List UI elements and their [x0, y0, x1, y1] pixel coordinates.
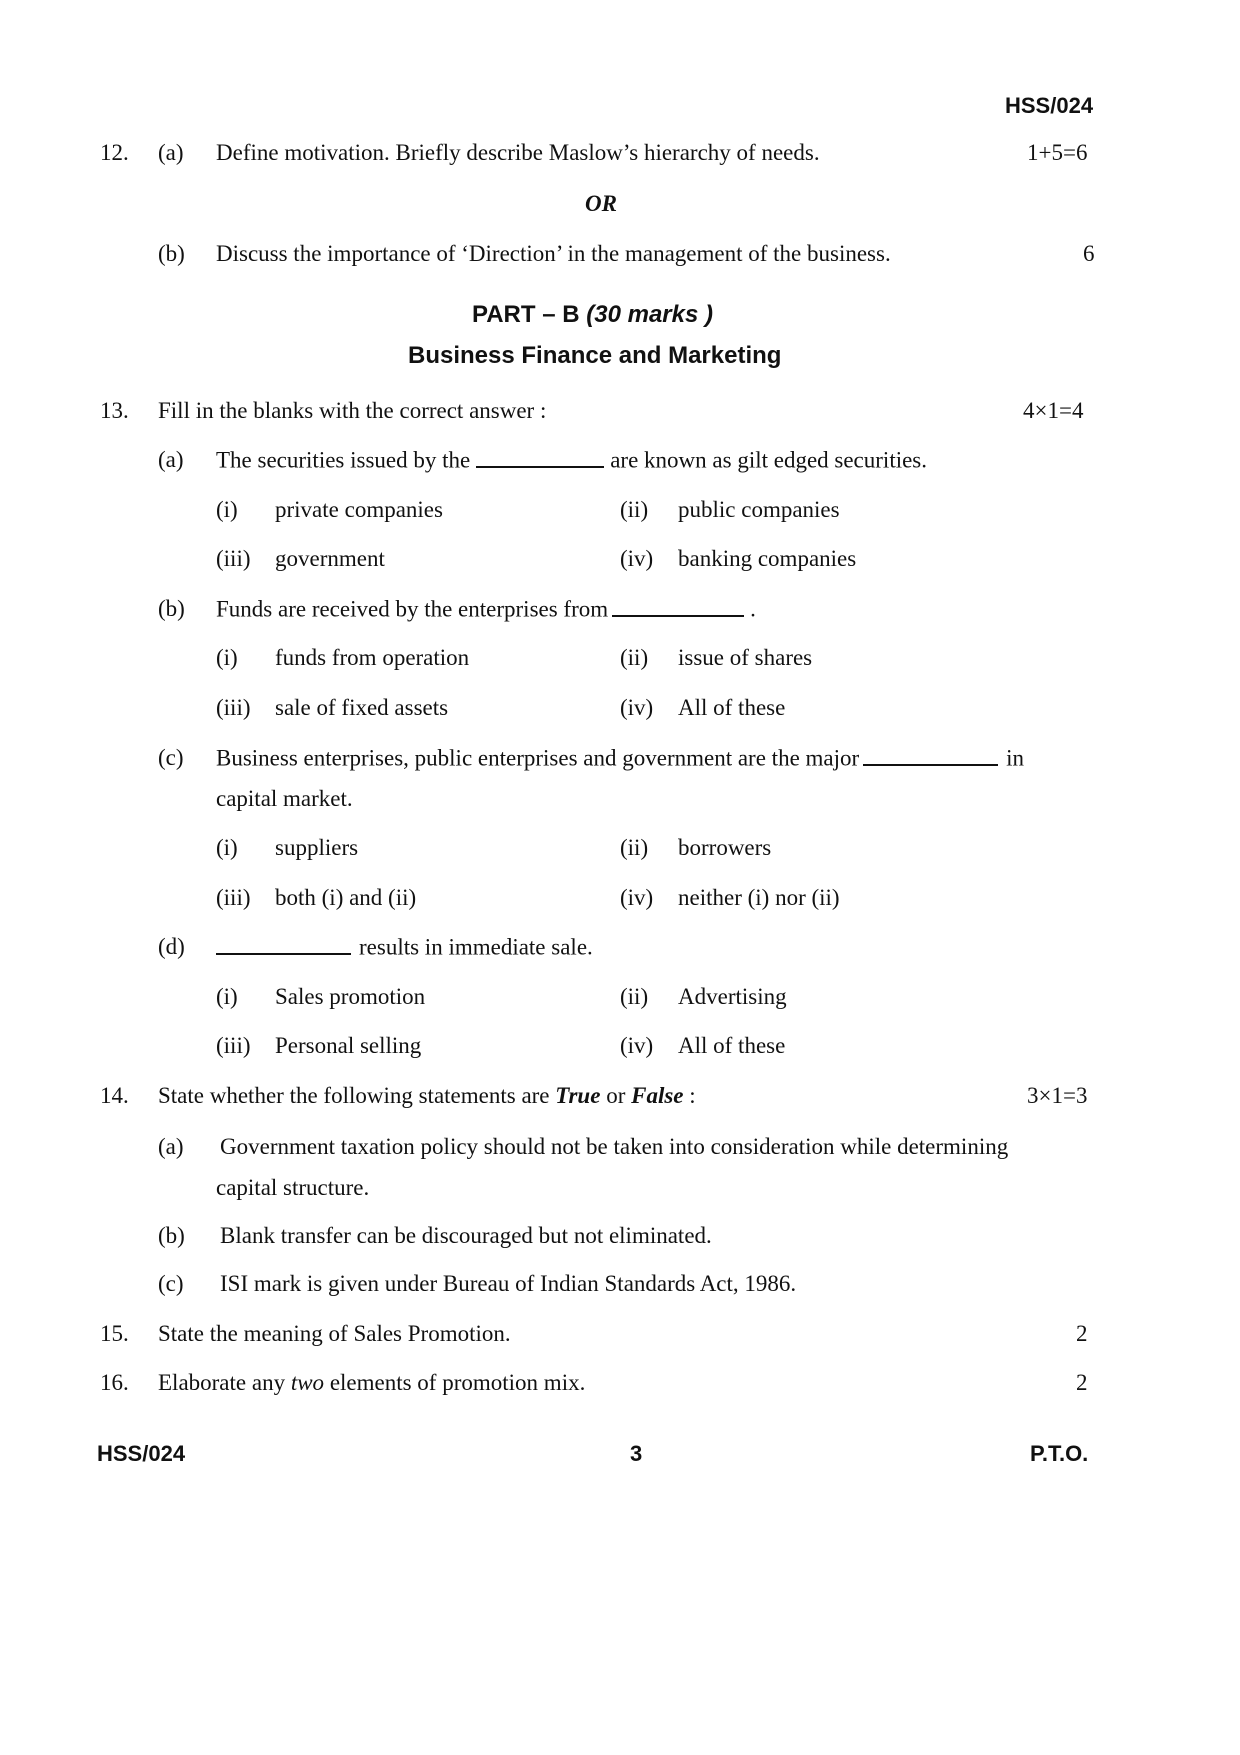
q12b-text: Discuss the importance of ‘Direction’ in the management of the business. [216, 241, 891, 266]
fill-blank [216, 933, 351, 955]
option-label: (iv) [620, 695, 654, 720]
q13c-text-cont: capital market. [216, 786, 353, 811]
fill-blank [612, 595, 744, 617]
q14c-text: ISI mark is given under Bureau of Indian Standards Act, 1986. [220, 1271, 797, 1296]
q13c-text: Business enterprises, public enterprises and government are the major in [216, 745, 1025, 771]
q14c-label: (c) [158, 1271, 184, 1296]
q13d-text: results in immediate sale. [216, 933, 593, 962]
fill-blank [863, 744, 998, 766]
option-label: (iv) [620, 546, 654, 571]
option-text: sale of fixed assets [275, 695, 449, 720]
option-label: (iv) [620, 1033, 654, 1058]
q13c-label: (c) [158, 745, 184, 770]
option-text: government [275, 546, 385, 571]
option-label: (ii) [620, 835, 649, 860]
q14-marks: 3×1=3 [1027, 1083, 1088, 1108]
part-subtitle: Business Finance and Marketing [408, 342, 782, 369]
option-text: Sales promotion [275, 984, 426, 1009]
footer-code: HSS/024 [97, 1441, 186, 1466]
option-label: (i) [216, 497, 238, 522]
option-text: suppliers [275, 835, 359, 860]
option-text: Personal selling [275, 1033, 422, 1058]
option-text: public companies [678, 497, 840, 522]
option-label: (i) [216, 835, 238, 860]
option-text: All of these [678, 695, 786, 720]
q13-number: 13. [100, 398, 129, 423]
q12b-label: (b) [158, 241, 185, 266]
option-text: neither (i) nor (ii) [678, 885, 840, 910]
q12a-text: Define motivation. Briefly describe Maslow’s hierarchy of needs. [216, 140, 820, 165]
option-text: issue of shares [678, 645, 813, 670]
q14-number: 14. [100, 1083, 129, 1108]
q13-text: Fill in the blanks with the correct answer : [158, 398, 547, 423]
q15-number: 15. [100, 1321, 129, 1346]
q12b-marks: 6 [1083, 241, 1095, 266]
option-text: Advertising [678, 984, 787, 1009]
option-label: (ii) [620, 497, 649, 522]
option-text: banking companies [678, 546, 857, 571]
q13b-label: (b) [158, 596, 185, 621]
option-label: (iii) [216, 695, 251, 720]
q16-marks: 2 [1076, 1370, 1088, 1395]
q13d-label: (d) [158, 934, 185, 959]
fill-blank [476, 446, 604, 468]
q12a-marks: 1+5=6 [1027, 140, 1088, 165]
q14a-label: (a) [158, 1134, 184, 1159]
option-label: (i) [216, 645, 238, 670]
part-marks: (30 marks ) [586, 301, 713, 328]
header-code: HSS/024 [1005, 93, 1094, 118]
option-label: (iv) [620, 885, 654, 910]
page-number: 3 [630, 1441, 643, 1466]
option-label: (iii) [216, 1033, 251, 1058]
q14b-text: Blank transfer can be discouraged but not eliminated. [220, 1223, 712, 1248]
q13a-label: (a) [158, 447, 184, 472]
option-label: (ii) [620, 984, 649, 1009]
q12-number: 12. [100, 140, 129, 165]
option-label: (ii) [620, 645, 649, 670]
q14a-text: Government taxation policy should not be taken into consideration while determining [220, 1134, 1009, 1159]
pto-label: P.T.O. [1030, 1441, 1089, 1466]
q13a-text: The securities issued by the are known as gilt edged securities. [216, 447, 928, 473]
q13b-text: Funds are received by the enterprises from . [216, 596, 756, 622]
option-label: (iii) [216, 546, 251, 571]
option-label: (i) [216, 984, 238, 1009]
q16-number: 16. [100, 1370, 129, 1395]
option-label: (iii) [216, 885, 251, 910]
part-name: PART – B [472, 301, 580, 328]
q14a-text-cont: capital structure. [216, 1175, 370, 1200]
q13-marks: 4×1=4 [1023, 398, 1084, 423]
option-text: both (i) and (ii) [275, 885, 417, 910]
q14b-label: (b) [158, 1223, 185, 1248]
option-text: borrowers [678, 835, 772, 860]
q15-text: State the meaning of Sales Promotion. [158, 1321, 511, 1346]
q16-text: Elaborate any two elements of promotion mix. [158, 1370, 586, 1395]
q15-marks: 2 [1076, 1321, 1088, 1346]
q14-text: State whether the following statements are True or False : [158, 1083, 696, 1108]
option-text: All of these [678, 1033, 786, 1058]
part-title [472, 300, 713, 330]
option-text: funds from operation [275, 645, 470, 670]
q12-or: OR [585, 191, 617, 216]
q12a-label: (a) [158, 140, 184, 165]
option-text: private companies [275, 497, 443, 522]
